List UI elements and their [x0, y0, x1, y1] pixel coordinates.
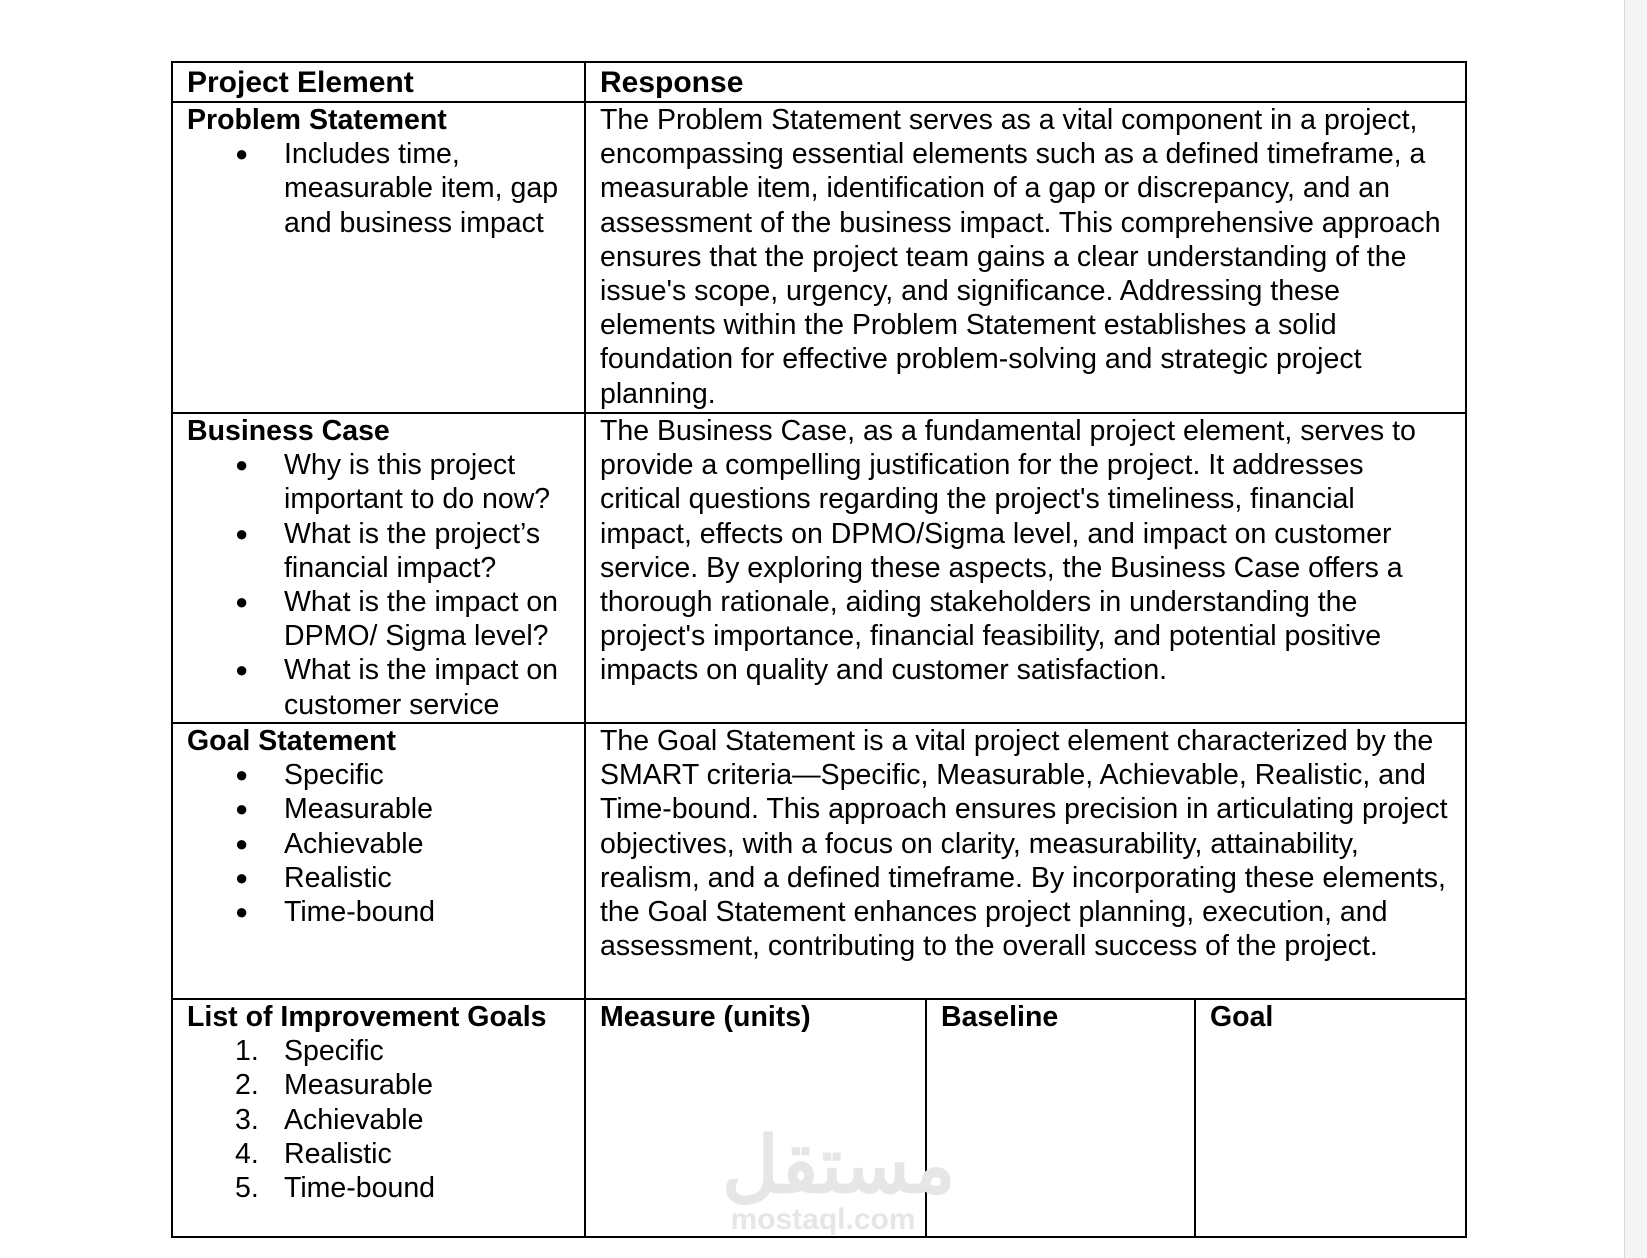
header-response: Response — [600, 66, 744, 99]
list-item: 3. Achievable — [235, 1103, 424, 1136]
table-row-improvement-goals — [173, 1000, 1465, 1236]
response-cell — [586, 103, 1465, 412]
goal-cell — [1196, 1000, 1465, 1236]
measure-units-header: Measure (units) — [600, 1001, 811, 1033]
list-item: ● Includes time, measurable item, gap and business impact — [235, 138, 559, 239]
baseline-cell — [927, 1000, 1196, 1236]
bullet-marker: ● — [235, 589, 249, 615]
list-item: ● Time-bound — [235, 896, 436, 929]
row-title: Goal Statement — [187, 725, 397, 757]
list-item: ● Achievable — [235, 827, 424, 860]
scrollbar-track[interactable] — [1624, 0, 1647, 1258]
goal-header: Goal — [1210, 1001, 1274, 1033]
bullet-marker: ● — [235, 796, 249, 822]
bullet-marker: ● — [235, 452, 249, 478]
project-table — [171, 61, 1467, 1238]
response-text: The Problem Statement serves as a vital component in a project, encompassing essential elements such as a defined timeframe, a measurable item, identification of a gap or discrepancy, and an assessment of the business impact. This comprehensive approach ensures that the project team gains a clear understanding of the issue's scope, urgency, and significance. Addressing these elements within the Problem Statement establishes a solid foundation for effective problem-solving and strategic project planning. — [600, 104, 1441, 410]
list-number: 3. — [235, 1103, 259, 1136]
element-cell — [173, 724, 586, 998]
list-item: ● Realistic — [235, 861, 392, 894]
response-cell — [586, 414, 1465, 722]
list-item: 2. Measurable — [235, 1069, 433, 1102]
list-item: ● What is the impact on DPMO/ Sigma level? — [235, 586, 559, 653]
table-row-problem-statement — [173, 103, 1465, 414]
header-cell-response — [586, 63, 1465, 101]
list-item: ● Specific — [235, 759, 384, 792]
baseline-header: Baseline — [941, 1001, 1059, 1033]
row-title: Problem Statement — [187, 104, 447, 136]
bullet-marker: ● — [235, 520, 249, 546]
bullet-marker: ● — [235, 830, 249, 856]
table-row-goal-statement — [173, 724, 1465, 1000]
list-item: 4. Realistic — [235, 1137, 392, 1170]
response-text: The Goal Statement is a vital project element characterized by the SMART criteria—Specific, Measurable, Achievable, Realistic, and Time-bound. This approach ensures precision in articulating project objectives, with a focus on clarity, measurability, attainability, realism, and a defined timeframe. By incorporating these elements, the Goal Statement enhances project planning, execution, and assessment, contributing to the overall success of the project. — [600, 725, 1448, 963]
response-cell — [586, 724, 1465, 998]
element-cell — [173, 1000, 586, 1236]
list-number: 4. — [235, 1137, 259, 1170]
bullet-marker: ● — [235, 899, 249, 925]
table-row-business-case — [173, 414, 1465, 724]
bullet-list — [187, 758, 570, 929]
watermark-logo: مستقل mostaql.com — [722, 1121, 956, 1236]
list-item: ● Why is this project important to do now? — [235, 449, 551, 516]
response-text: The Business Case, as a fundamental project element, serves to provide a compelling justification for the project. It addresses critical questions regarding the project's timeliness, financial impact, effects on DPMO/Sigma level, and impact on customer service. By exploring these aspects, the Business Case offers a thorough rationale, aiding stakeholders in understanding the project's importance, financial feasibility, and potential positive impacts on quality and customer satisfaction. — [600, 415, 1416, 687]
list-item: ● What is the impact on customer service — [235, 654, 559, 721]
list-number: 2. — [235, 1069, 259, 1102]
header-cell-element — [173, 63, 586, 101]
bullet-marker: ● — [235, 864, 249, 890]
goals-subtable — [586, 1000, 1465, 1236]
list-item: ● What is the project’s financial impact? — [235, 517, 541, 584]
bullet-list — [187, 448, 570, 722]
element-cell — [173, 414, 586, 722]
bullet-marker: ● — [235, 657, 249, 683]
list-number: 5. — [235, 1172, 259, 1205]
list-number: 1. — [235, 1035, 259, 1068]
header-project-element: Project Element — [187, 66, 414, 99]
list-item: 1. Specific — [235, 1035, 384, 1068]
row-title: List of Improvement Goals — [187, 1001, 547, 1033]
measure-units-cell — [586, 1000, 956, 1236]
bullet-list — [187, 137, 570, 240]
bullet-marker: ● — [235, 141, 249, 167]
row-title: Business Case — [187, 415, 390, 447]
table-header-row — [173, 63, 1465, 103]
element-cell — [173, 103, 586, 412]
bullet-marker: ● — [235, 762, 249, 788]
list-item: ● Measurable — [235, 793, 433, 826]
list-item: 5. Time-bound — [235, 1172, 436, 1205]
numbered-list — [187, 1034, 570, 1205]
